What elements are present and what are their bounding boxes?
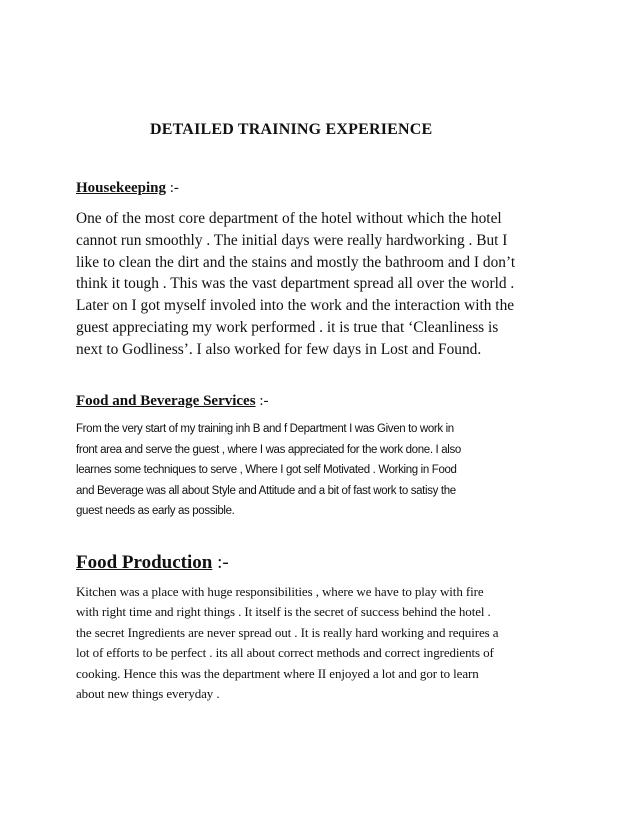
paragraph-line: about new things everyday . [76, 686, 220, 702]
section-heading-text: Housekeeping [76, 180, 167, 196]
paragraph-line: learnes some techniques to serve , Where I got self Motivated . Working in Food [76, 464, 457, 476]
page-title: DETAILED TRAINING EXPERIENCE [150, 121, 433, 138]
paragraph-line: and Beverage was all about Style and Attitude and a bit of fast work to satisy the [76, 484, 456, 497]
paragraph-line: From the very start of my training inh B and f Department I was Given to work in [76, 423, 454, 435]
section-food-and-beverage [76, 392, 576, 522]
paragraph-line: Kitchen was a place with huge responsibilities , where we have to play with fire [76, 584, 484, 599]
paragraph-line: cooking. Hence this was the department where II enjoyed a lot and gor to learn [76, 665, 479, 681]
section-paragraph [76, 582, 576, 704]
paragraph-line: One of the most core department of the hotel without which the hotel [76, 210, 502, 227]
section-heading-text: Food Production [76, 552, 213, 573]
section-paragraph [76, 419, 576, 522]
section-food-production [76, 552, 576, 704]
paragraph-line: with right time and right things . It itself is the secret of success behind the hotel . [76, 604, 491, 620]
paragraph-line: lot of efforts to be perfect . its all about correct methods and correct ingredients of [76, 645, 494, 661]
section-heading-suffix: :- [166, 180, 179, 196]
paragraph-line: Later on I got myself involed into the work and the interaction with the [76, 297, 515, 315]
paragraph-line: cannot run smoothly . The initial days were really hardworking . But I [76, 231, 508, 249]
section-paragraph [76, 208, 576, 361]
section-heading-suffix: :- [255, 393, 269, 409]
section-heading-suffix: :- [212, 552, 229, 573]
section-heading [76, 179, 576, 197]
paragraph-line: the secret Ingredients are never spread out . It is really hard working and requires a [76, 624, 499, 640]
paragraph-line: think it tough . This was the vast department spread all over the world . [76, 275, 515, 293]
section-heading [76, 552, 576, 574]
paragraph-line: guest appreciating my work performed . it is true that ‘Cleanliness is [76, 318, 499, 336]
paragraph-line: like to clean the dirt and the stains and mostly the bathroom and I don’t [76, 253, 516, 271]
section-heading [76, 392, 576, 410]
section-housekeeping [76, 179, 576, 361]
paragraph-line: front area and serve the guest , where I was appreciated for the work done. I also [76, 443, 461, 456]
section-heading-text: Food and Beverage Services [76, 393, 256, 409]
paragraph-line: guest needs as early as possible. [76, 505, 235, 517]
paragraph-line: next to Godliness’. I also worked for few days in Lost and Found. [76, 340, 482, 358]
